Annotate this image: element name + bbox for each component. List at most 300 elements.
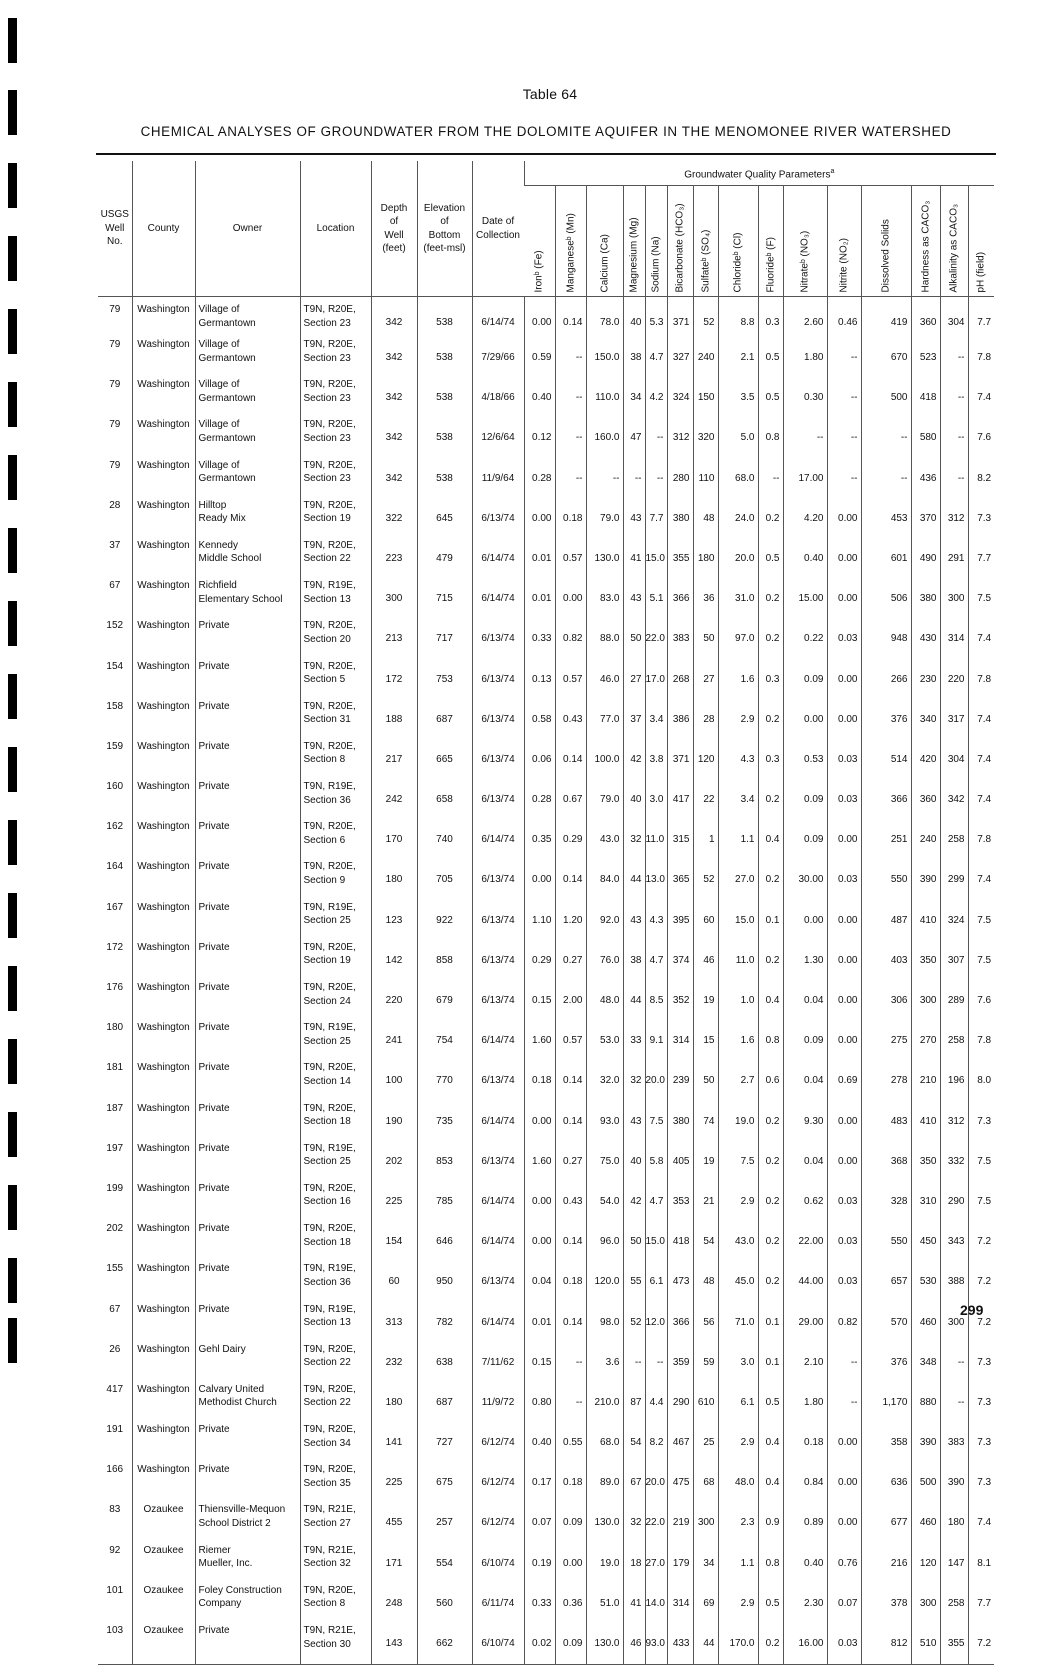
table-row [98, 1061, 994, 1101]
location [300, 418, 371, 458]
param-value: 33 [623, 1021, 645, 1061]
param-value: 366 [861, 780, 911, 820]
param-value: 380 [667, 1102, 693, 1142]
owner [195, 579, 300, 619]
param-header-label: Calcium (Ca) [598, 233, 610, 292]
county: Washington [132, 619, 195, 659]
param-value: 312 [667, 418, 693, 458]
well-number: 79 [109, 304, 121, 315]
binding-mark [8, 236, 17, 281]
owner [195, 1463, 300, 1503]
param-value: 9.1 [645, 1021, 667, 1061]
bottom-elevation: 560 [417, 1584, 472, 1624]
param-value: 44 [623, 860, 645, 900]
param-value: 395 [667, 901, 693, 941]
location-line: T9N, R19E, [303, 1303, 356, 1315]
location [300, 459, 371, 499]
param-value: 15.0 [718, 901, 758, 941]
collection-date: 6/10/74 [472, 1624, 524, 1665]
county: Washington [132, 579, 195, 619]
owner [195, 1503, 300, 1543]
param-value: 71.0 [718, 1303, 758, 1343]
param-value: 7.3 [968, 1423, 994, 1463]
bottom-elevation: 715 [417, 579, 472, 619]
location-line: Section 18 [303, 1236, 351, 1248]
param-value: 96.0 [586, 1222, 623, 1262]
param-value: 3.6 [586, 1343, 623, 1383]
param-value: 7.2 [968, 1624, 994, 1665]
param-value: 2.30 [783, 1584, 827, 1624]
param-value: 0.00 [524, 297, 555, 339]
param-value: 7.8 [968, 338, 994, 378]
header-date [472, 161, 524, 297]
header-location: Location [300, 161, 371, 297]
location [300, 1343, 371, 1383]
param-value: 2.9 [718, 1423, 758, 1463]
owner [195, 1624, 300, 1665]
location-line: Section 22 [303, 1397, 351, 1409]
well-number: 187 [106, 1102, 124, 1114]
param-value: 38 [623, 338, 645, 378]
param-value: 42 [623, 1182, 645, 1222]
location-line: Section 34 [303, 1437, 351, 1449]
param-value: 0.4 [758, 981, 783, 1021]
location-line: T9N, R20E, [303, 539, 356, 551]
param-value: 41 [623, 1584, 645, 1624]
county: Washington [132, 1061, 195, 1101]
well-number: 199 [106, 1182, 124, 1194]
well-depth: 141 [371, 1423, 417, 1463]
well-depth: 342 [371, 338, 417, 378]
owner [195, 901, 300, 941]
location-line: T9N, R20E, [303, 700, 356, 712]
param-value: 0.09 [783, 1021, 827, 1061]
param-value: 7.4 [968, 619, 994, 659]
well-number: 79 [109, 419, 121, 431]
county: Washington [132, 660, 195, 700]
binding-mark [8, 455, 17, 500]
binding-mark [8, 893, 17, 938]
param-value: 230 [911, 660, 940, 700]
param-value: 20.0 [645, 1061, 667, 1101]
location-line: Section 22 [303, 1357, 351, 1369]
param-value: 410 [911, 1102, 940, 1142]
groundwater-analyses-table [98, 161, 994, 1665]
param-value: 22.0 [645, 1503, 667, 1543]
parameter-group-footnote: a [830, 167, 835, 175]
collection-date: 12/6/64 [472, 418, 524, 458]
param-value: 1.0 [718, 981, 758, 1021]
param-value: 0.2 [758, 499, 783, 539]
param-value: 360 [911, 780, 940, 820]
owner-line: Private [198, 700, 230, 712]
location-line: Section 32 [303, 1558, 351, 1570]
owner-line: Richfield [198, 580, 237, 592]
param-header [555, 186, 586, 297]
param-value: -- [827, 378, 861, 418]
param-value: 0.82 [555, 619, 586, 659]
param-value: 0.00 [524, 1222, 555, 1262]
param-value: 8.2 [645, 1423, 667, 1463]
header-owner: Owner [195, 161, 300, 297]
param-value: 0.35 [524, 820, 555, 860]
param-value: 490 [911, 539, 940, 579]
param-value: 22.00 [783, 1222, 827, 1262]
param-value: 4.7 [645, 1182, 667, 1222]
param-value: -- [827, 459, 861, 499]
param-value: 7.4 [968, 740, 994, 780]
param-value: 0.14 [555, 297, 586, 339]
well-depth: 213 [371, 619, 417, 659]
param-value: 78.0 [586, 297, 623, 339]
location [300, 981, 371, 1021]
well-number: 202 [106, 1223, 124, 1235]
well-number: 37 [109, 539, 121, 551]
param-value: 0.07 [827, 1584, 861, 1624]
param-value: 22.0 [645, 619, 667, 659]
well-number: 191 [106, 1424, 124, 1436]
county: Washington [132, 1423, 195, 1463]
collection-date: 6/12/74 [472, 1503, 524, 1543]
param-value: -- [861, 459, 911, 499]
param-value: 7.5 [968, 1142, 994, 1182]
param-value: 366 [667, 1303, 693, 1343]
binding-mark [8, 601, 17, 646]
owner-line: Private [198, 660, 230, 672]
param-value: 83.0 [586, 579, 623, 619]
collection-date: 4/18/66 [472, 378, 524, 418]
location [300, 1503, 371, 1543]
param-value: 0.40 [524, 378, 555, 418]
param-value: 7.3 [968, 1463, 994, 1503]
well-depth: 322 [371, 499, 417, 539]
collection-date: 6/13/74 [472, 740, 524, 780]
param-value: 84.0 [586, 860, 623, 900]
param-value: 7.5 [645, 1102, 667, 1142]
owner-line: Private [198, 1062, 230, 1074]
param-value: 15 [693, 1021, 718, 1061]
location-line: T9N, R20E, [303, 1062, 356, 1074]
param-value: 270 [911, 1021, 940, 1061]
location [300, 700, 371, 740]
param-value: 0.2 [758, 1142, 783, 1182]
param-value: 0.18 [555, 1463, 586, 1503]
param-value: 370 [911, 499, 940, 539]
param-value: 75.0 [586, 1142, 623, 1182]
bottom-elevation: 853 [417, 1142, 472, 1182]
owner-line: Private [198, 1142, 230, 1154]
bottom-elevation: 479 [417, 539, 472, 579]
param-value: 7.4 [968, 378, 994, 418]
location-line: Section 13 [303, 593, 351, 605]
table-row [98, 1303, 994, 1343]
param-value: 418 [911, 378, 940, 418]
param-value: 48.0 [586, 981, 623, 1021]
well-number: 103 [98, 1624, 132, 1665]
param-value: 7.4 [968, 780, 994, 820]
location [300, 941, 371, 981]
owner-line: Private [198, 1464, 230, 1476]
well-depth: 225 [371, 1463, 417, 1503]
param-value: 0.3 [758, 660, 783, 700]
param-value: 299 [940, 860, 968, 900]
param-header [911, 186, 940, 297]
bottom-elevation: 538 [417, 338, 472, 378]
param-header-label: Alkalinity as CACO₃ [948, 203, 960, 292]
param-value: 390 [911, 860, 940, 900]
binding-mark [8, 528, 17, 573]
well-number: 176 [106, 982, 124, 993]
owner-line: Village of [198, 419, 240, 431]
param-value: 2.00 [555, 981, 586, 1021]
collection-date: 6/10/74 [472, 1544, 524, 1584]
param-value: 433 [667, 1624, 693, 1665]
owner-line: School District 2 [198, 1517, 271, 1529]
location-line: T9N, R21E, [303, 1504, 356, 1516]
param-value: 40 [623, 297, 645, 339]
param-value: 460 [911, 1503, 940, 1543]
param-value: 54 [693, 1222, 718, 1262]
param-value: 4.3 [645, 901, 667, 941]
param-header-label: Manganeseᵇ (Mn) [564, 212, 576, 292]
well-depth: 241 [371, 1021, 417, 1061]
owner-line: Germantown [198, 473, 256, 485]
county: Washington [132, 1463, 195, 1503]
well-depth: 123 [371, 901, 417, 941]
location-line: T9N, R20E, [303, 740, 356, 752]
param-value: 312 [940, 1102, 968, 1142]
param-value: 342 [940, 780, 968, 820]
county: Washington [132, 1102, 195, 1142]
param-value: 7.2 [968, 1222, 994, 1262]
owner-line: Company [198, 1598, 242, 1610]
param-value: 0.03 [827, 860, 861, 900]
owner [195, 539, 300, 579]
param-value: 31.0 [718, 579, 758, 619]
param-value: 46 [693, 941, 718, 981]
param-value: 7.3 [968, 1343, 994, 1383]
param-header [968, 186, 994, 297]
param-value: 21 [693, 1182, 718, 1222]
param-value: 0.00 [524, 860, 555, 900]
param-value: 7.5 [968, 901, 994, 941]
well-depth: 202 [371, 1142, 417, 1182]
param-header-label: Dissolved Solids [880, 218, 892, 292]
param-value: 0.28 [524, 459, 555, 499]
owner-line: Village of [198, 304, 240, 315]
collection-date: 6/14/74 [472, 297, 524, 339]
param-value: 17.00 [783, 459, 827, 499]
param-value: 1,170 [861, 1383, 911, 1423]
well-number: 79 [109, 339, 121, 350]
well-number: 172 [106, 941, 124, 953]
location [300, 1061, 371, 1101]
param-value: 1.6 [718, 660, 758, 700]
param-value: 0.9 [758, 1503, 783, 1543]
location-line: T9N, R20E, [303, 660, 356, 672]
param-value: 43 [623, 901, 645, 941]
param-value: 8.5 [645, 981, 667, 1021]
owner-line: Private [198, 1303, 230, 1315]
param-value: 7.6 [968, 418, 994, 458]
param-value: 0.43 [555, 1182, 586, 1222]
param-value: 523 [911, 338, 940, 378]
location-line: Section 23 [303, 473, 351, 485]
header-elevation-line1: Elevation [423, 202, 466, 214]
location-line: Section 23 [303, 432, 351, 444]
param-value: 289 [940, 981, 968, 1021]
well-number: 181 [106, 1062, 124, 1074]
param-value: 453 [861, 499, 911, 539]
collection-date: 11/9/72 [472, 1383, 524, 1423]
param-value: 7.7 [968, 539, 994, 579]
param-header-label: Magnesium (Mg) [628, 216, 640, 292]
param-value: 460 [911, 1303, 940, 1343]
param-value: 53.0 [586, 1021, 623, 1061]
param-value: 7.3 [968, 499, 994, 539]
param-value: 0.01 [524, 1303, 555, 1343]
param-value: 420 [911, 740, 940, 780]
param-value: 52 [693, 860, 718, 900]
param-value: 359 [667, 1343, 693, 1383]
owner [195, 981, 300, 1021]
param-value: 43 [623, 579, 645, 619]
param-value: 0.00 [827, 1142, 861, 1182]
location-line: Section 9 [303, 874, 346, 886]
param-value: 258 [940, 1021, 968, 1061]
param-value: 0.30 [783, 378, 827, 418]
param-value: 2.9 [718, 700, 758, 740]
location-line: Section 20 [303, 633, 351, 645]
bottom-elevation: 665 [417, 740, 472, 780]
param-value: 28 [693, 700, 718, 740]
binding-mark [8, 966, 17, 1011]
location-line: T9N, R20E, [303, 499, 356, 511]
location [300, 860, 371, 900]
param-value: 2.60 [783, 297, 827, 339]
collection-date: 6/14/74 [472, 1182, 524, 1222]
owner-line: Private [198, 620, 230, 632]
collection-date: 6/13/74 [472, 1142, 524, 1182]
param-value: 324 [940, 901, 968, 941]
param-header-label: Sulfateᵇ (SO₄) [699, 229, 711, 292]
param-value: 0.2 [758, 780, 783, 820]
location-line: T9N, R20E, [303, 1424, 356, 1436]
location-line: T9N, R20E, [303, 339, 356, 350]
location-line: T9N, R19E, [303, 1022, 356, 1034]
param-value: 7.8 [968, 1021, 994, 1061]
location-line: Section 13 [303, 1317, 351, 1328]
param-value: 0.80 [524, 1383, 555, 1423]
location-line: Section 36 [303, 794, 351, 806]
header-county: County [132, 161, 195, 297]
table-row [98, 1503, 994, 1543]
param-value: 11.0 [645, 820, 667, 860]
param-value: 8.2 [968, 459, 994, 499]
bottom-elevation: 538 [417, 418, 472, 458]
param-value: 0.2 [758, 1624, 783, 1665]
param-value: 7.7 [645, 499, 667, 539]
param-value: 0.14 [555, 1222, 586, 1262]
table-row [98, 499, 994, 539]
param-value: 0.03 [827, 1182, 861, 1222]
param-value: 0.14 [555, 860, 586, 900]
param-header-label: Ironᵇ (Fe) [533, 249, 545, 292]
param-value: 275 [861, 1021, 911, 1061]
county: Washington [132, 1182, 195, 1222]
param-value: 418 [667, 1222, 693, 1262]
param-value: 417 [667, 780, 693, 820]
well-depth: 180 [371, 860, 417, 900]
owner-line: Private [198, 740, 230, 752]
param-value: 0.29 [524, 941, 555, 981]
table-row [98, 981, 994, 1021]
param-value: 19.0 [586, 1544, 623, 1584]
owner-line: Foley Construction [198, 1584, 282, 1596]
param-value: 93.0 [586, 1102, 623, 1142]
param-value: 0.18 [783, 1423, 827, 1463]
param-value: 27 [623, 660, 645, 700]
bottom-elevation: 679 [417, 981, 472, 1021]
param-value: 15.0 [645, 539, 667, 579]
param-value: 410 [911, 901, 940, 941]
param-value: 0.00 [783, 700, 827, 740]
param-value: 300 [911, 1584, 940, 1624]
owner-line: Elementary School [198, 593, 283, 605]
header-date-line1: Date of [481, 216, 515, 227]
param-value: 19 [693, 1142, 718, 1182]
header-depth-line3: Well [384, 229, 404, 241]
param-value: 0.18 [524, 1061, 555, 1101]
param-value: 0.5 [758, 539, 783, 579]
well-number: 67 [109, 580, 121, 592]
binding-mark [8, 1185, 17, 1230]
param-value: 403 [861, 941, 911, 981]
location-line: Section 36 [303, 1276, 351, 1288]
location-line: Section 24 [303, 995, 351, 1007]
param-header [861, 186, 911, 297]
table-row [98, 1624, 994, 1665]
owner-line: Private [198, 1263, 230, 1275]
param-value: 110 [693, 459, 718, 499]
param-value: 0.18 [555, 1262, 586, 1302]
param-value: 7.7 [968, 1584, 994, 1624]
param-value: 8.0 [968, 1061, 994, 1101]
well-depth: 220 [371, 981, 417, 1021]
bottom-elevation: 687 [417, 1383, 472, 1423]
param-value: 50 [693, 619, 718, 659]
param-value: 0.3 [758, 740, 783, 780]
location [300, 1182, 371, 1222]
param-value: 50 [623, 619, 645, 659]
param-value: 51.0 [586, 1584, 623, 1624]
param-header [827, 186, 861, 297]
county: Washington [132, 378, 195, 418]
table-row [98, 418, 994, 458]
param-value: -- [586, 459, 623, 499]
well-depth: 300 [371, 579, 417, 619]
param-value: 20.0 [718, 539, 758, 579]
county: Washington [132, 1222, 195, 1262]
owner-line: Middle School [198, 553, 262, 565]
param-value: 368 [861, 1142, 911, 1182]
param-value: 1.80 [783, 338, 827, 378]
bottom-elevation: 645 [417, 499, 472, 539]
param-header-label: Fluorideᵇ (F) [764, 236, 776, 292]
param-value: 0.03 [827, 740, 861, 780]
param-value: 1.80 [783, 1383, 827, 1423]
collection-date: 6/14/74 [472, 1222, 524, 1262]
